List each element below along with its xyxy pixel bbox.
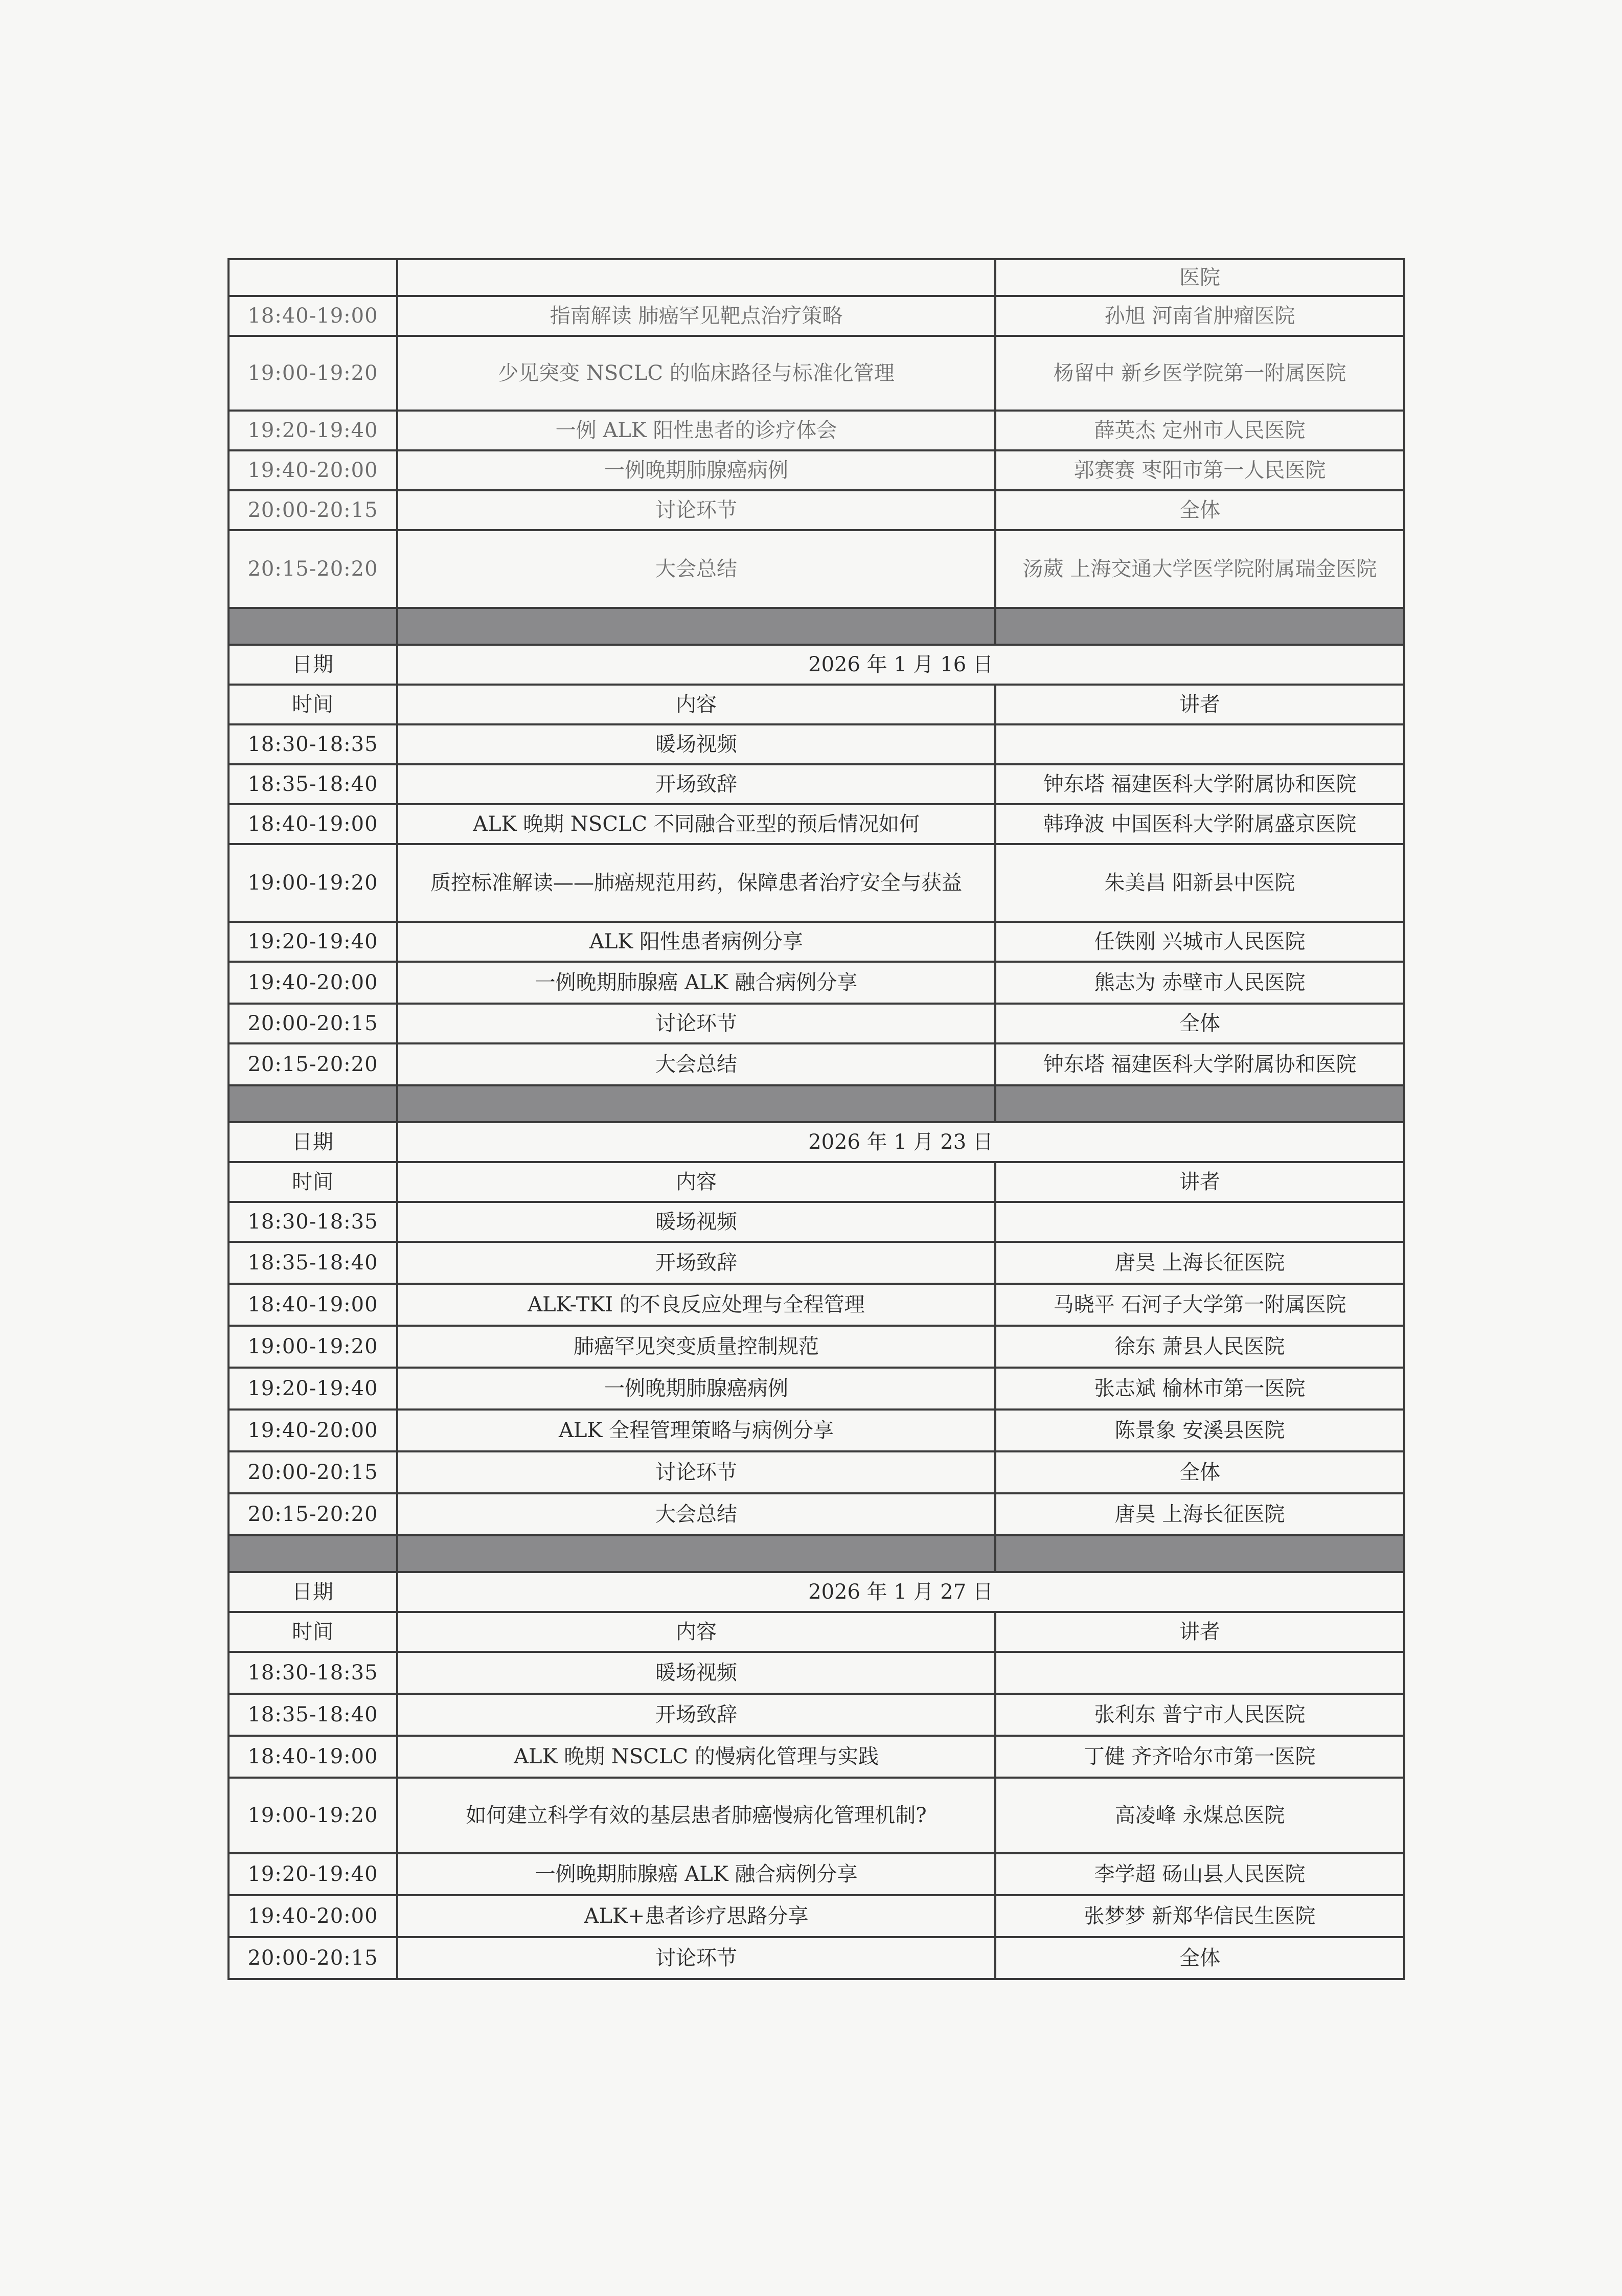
time-cell: 18:35-18:40 xyxy=(230,1243,398,1285)
content-cell: 少见突变 NSCLC 的临床路径与标准化管理 xyxy=(398,337,996,412)
speaker-cell: 丁健 齐齐哈尔市第一医院 xyxy=(996,1737,1405,1779)
time-cell: 19:00-19:20 xyxy=(230,1327,398,1369)
table-row xyxy=(230,1695,1405,1737)
section-separator xyxy=(230,1536,1405,1573)
table-row xyxy=(230,1452,1405,1494)
speaker-cell: 张梦梦 新郑华信民生医院 xyxy=(996,1896,1405,1938)
speaker-cell: 唐昊 上海长征医院 xyxy=(996,1494,1405,1536)
speaker-cell: 孙旭 河南省肿瘤医院 xyxy=(996,297,1405,337)
table-row xyxy=(230,963,1405,1005)
separator-cell xyxy=(398,609,996,646)
table-row xyxy=(230,260,1405,297)
content-cell: 暖场视频 xyxy=(398,1653,996,1695)
table-row xyxy=(230,1044,1405,1086)
table-row xyxy=(230,297,1405,337)
table-row xyxy=(230,491,1405,531)
content-cell: 暖场视频 xyxy=(398,1203,996,1243)
table-row xyxy=(230,1737,1405,1779)
header-row xyxy=(230,686,1405,725)
time-cell: 20:00-20:15 xyxy=(230,1452,398,1494)
separator-cell xyxy=(398,1086,996,1123)
date-label: 日期 xyxy=(230,646,398,686)
time-cell: 18:35-18:40 xyxy=(230,1695,398,1737)
section-separator xyxy=(230,1086,1405,1123)
content-cell: 一例晚期肺腺癌病例 xyxy=(398,1369,996,1411)
time-cell: 19:20-19:40 xyxy=(230,1854,398,1896)
table-row xyxy=(230,1653,1405,1695)
table-row xyxy=(230,1854,1405,1896)
header-time: 时间 xyxy=(230,1613,398,1653)
speaker-cell: 薛英杰 定州市人民医院 xyxy=(996,412,1405,451)
content-cell: 一例 ALK 阳性患者的诊疗体会 xyxy=(398,412,996,451)
time-cell: 19:40-20:00 xyxy=(230,1411,398,1452)
speaker-cell: 熊志为 赤壁市人民医院 xyxy=(996,963,1405,1005)
content-cell: 大会总结 xyxy=(398,531,996,609)
content-cell: ALK 全程管理策略与病例分享 xyxy=(398,1411,996,1452)
separator-cell xyxy=(996,609,1405,646)
header-time: 时间 xyxy=(230,686,398,725)
time-cell: 19:20-19:40 xyxy=(230,1369,398,1411)
time-cell: 18:30-18:35 xyxy=(230,1203,398,1243)
table-row xyxy=(230,1779,1405,1854)
table-row xyxy=(230,1938,1405,1980)
time-cell: 20:15-20:20 xyxy=(230,1494,398,1536)
content-cell: 一例晚期肺腺癌病例 xyxy=(398,451,996,491)
header-content: 内容 xyxy=(398,686,996,725)
speaker-cell: 钟东塔 福建医科大学附属协和医院 xyxy=(996,1044,1405,1086)
content-cell: 指南解读 肺癌罕见靶点治疗策略 xyxy=(398,297,996,337)
table-row xyxy=(230,337,1405,412)
speaker-cell: 全体 xyxy=(996,1452,1405,1494)
content-cell: ALK-TKI 的不良反应处理与全程管理 xyxy=(398,1285,996,1327)
content-cell: 肺癌罕见突变质量控制规范 xyxy=(398,1327,996,1369)
date-row xyxy=(230,1123,1405,1163)
time-cell: 20:00-20:15 xyxy=(230,1005,398,1044)
time-cell: 19:20-19:40 xyxy=(230,923,398,963)
table-row xyxy=(230,765,1405,805)
schedule-table xyxy=(227,258,1405,1980)
date-value: 2026 年 1 月 16 日 xyxy=(398,646,1405,686)
time-cell: 18:40-19:00 xyxy=(230,1285,398,1327)
speaker-cell: 陈景象 安溪县医院 xyxy=(996,1411,1405,1452)
speaker-cell: 唐昊 上海长征医院 xyxy=(996,1243,1405,1285)
table-row xyxy=(230,1327,1405,1369)
speaker-cell: 全体 xyxy=(996,491,1405,531)
speaker-cell xyxy=(996,1653,1405,1695)
speaker-cell: 徐东 萧县人民医院 xyxy=(996,1327,1405,1369)
speaker-cell: 马晓平 石河子大学第一附属医院 xyxy=(996,1285,1405,1327)
time-cell: 18:40-19:00 xyxy=(230,805,398,845)
time-cell: 19:40-20:00 xyxy=(230,1896,398,1938)
date-label: 日期 xyxy=(230,1573,398,1613)
content-cell: ALK 阳性患者病例分享 xyxy=(398,923,996,963)
header-speaker: 讲者 xyxy=(996,686,1405,725)
time-cell: 18:30-18:35 xyxy=(230,725,398,765)
speaker-cell xyxy=(996,1203,1405,1243)
time-cell: 20:15-20:20 xyxy=(230,1044,398,1086)
content-cell: ALK 晚期 NSCLC 的慢病化管理与实践 xyxy=(398,1737,996,1779)
table-row xyxy=(230,1494,1405,1536)
time-cell: 19:20-19:40 xyxy=(230,412,398,451)
table-row xyxy=(230,1243,1405,1285)
speaker-cell: 张志斌 榆林市第一医院 xyxy=(996,1369,1405,1411)
time-cell: 18:30-18:35 xyxy=(230,1653,398,1695)
time-cell: 19:00-19:20 xyxy=(230,845,398,923)
date-value: 2026 年 1 月 23 日 xyxy=(398,1123,1405,1163)
header-content: 内容 xyxy=(398,1163,996,1203)
header-content: 内容 xyxy=(398,1613,996,1653)
separator-cell xyxy=(996,1086,1405,1123)
table-row xyxy=(230,1285,1405,1327)
section-separator xyxy=(230,609,1405,646)
table-row xyxy=(230,923,1405,963)
speaker-cell: 钟东塔 福建医科大学附属协和医院 xyxy=(996,765,1405,805)
speaker-cell: 朱美昌 阳新县中医院 xyxy=(996,845,1405,923)
speaker-cell: 全体 xyxy=(996,1938,1405,1980)
speaker-cell: 全体 xyxy=(996,1005,1405,1044)
speaker-cell: 医院 xyxy=(996,260,1405,297)
separator-cell xyxy=(230,1086,398,1123)
content-cell: 开场致辞 xyxy=(398,1695,996,1737)
speaker-cell: 李学超 砀山县人民医院 xyxy=(996,1854,1405,1896)
header-speaker: 讲者 xyxy=(996,1613,1405,1653)
content-cell: 讨论环节 xyxy=(398,1452,996,1494)
content-cell xyxy=(398,260,996,297)
table-row xyxy=(230,845,1405,923)
content-cell: 讨论环节 xyxy=(398,1005,996,1044)
time-cell: 20:00-20:15 xyxy=(230,1938,398,1980)
table-row xyxy=(230,805,1405,845)
time-cell: 19:40-20:00 xyxy=(230,963,398,1005)
separator-cell xyxy=(230,609,398,646)
table-row xyxy=(230,412,1405,451)
content-cell: ALK 晚期 NSCLC 不同融合亚型的预后情况如何 xyxy=(398,805,996,845)
time-cell: 19:00-19:20 xyxy=(230,337,398,412)
table-row xyxy=(230,1411,1405,1452)
speaker-cell: 任铁刚 兴城市人民医院 xyxy=(996,923,1405,963)
speaker-cell xyxy=(996,725,1405,765)
content-cell: 讨论环节 xyxy=(398,491,996,531)
separator-cell xyxy=(398,1536,996,1573)
content-cell: 一例晚期肺腺癌 ALK 融合病例分享 xyxy=(398,1854,996,1896)
table-row xyxy=(230,1203,1405,1243)
time-cell: 18:35-18:40 xyxy=(230,765,398,805)
speaker-cell: 郭赛赛 枣阳市第一人民医院 xyxy=(996,451,1405,491)
table-row xyxy=(230,531,1405,609)
header-row xyxy=(230,1613,1405,1653)
header-row xyxy=(230,1163,1405,1203)
table-row xyxy=(230,725,1405,765)
date-row xyxy=(230,646,1405,686)
content-cell: 讨论环节 xyxy=(398,1938,996,1980)
table-row xyxy=(230,1369,1405,1411)
content-cell: 暖场视频 xyxy=(398,725,996,765)
table-row xyxy=(230,451,1405,491)
separator-cell xyxy=(996,1536,1405,1573)
table-row xyxy=(230,1005,1405,1044)
content-cell: 一例晚期肺腺癌 ALK 融合病例分享 xyxy=(398,963,996,1005)
content-cell: ALK+患者诊疗思路分享 xyxy=(398,1896,996,1938)
time-cell xyxy=(230,260,398,297)
date-value: 2026 年 1 月 27 日 xyxy=(398,1573,1405,1613)
speaker-cell: 张利东 普宁市人民医院 xyxy=(996,1695,1405,1737)
content-cell: 质控标准解读——肺癌规范用药，保障患者治疗安全与获益 xyxy=(398,845,996,923)
time-cell: 19:00-19:20 xyxy=(230,1779,398,1854)
content-cell: 大会总结 xyxy=(398,1494,996,1536)
time-cell: 20:15-20:20 xyxy=(230,531,398,609)
content-cell: 大会总结 xyxy=(398,1044,996,1086)
time-cell: 18:40-19:00 xyxy=(230,297,398,337)
content-cell: 如何建立科学有效的基层患者肺癌慢病化管理机制? xyxy=(398,1779,996,1854)
table-row xyxy=(230,1896,1405,1938)
header-time: 时间 xyxy=(230,1163,398,1203)
content-cell: 开场致辞 xyxy=(398,765,996,805)
date-row xyxy=(230,1573,1405,1613)
speaker-cell: 杨留中 新乡医学院第一附属医院 xyxy=(996,337,1405,412)
content-cell: 开场致辞 xyxy=(398,1243,996,1285)
separator-cell xyxy=(230,1536,398,1573)
speaker-cell: 韩琤波 中国医科大学附属盛京医院 xyxy=(996,805,1405,845)
speaker-cell: 汤葳 上海交通大学医学院附属瑞金医院 xyxy=(996,531,1405,609)
time-cell: 18:40-19:00 xyxy=(230,1737,398,1779)
time-cell: 19:40-20:00 xyxy=(230,451,398,491)
speaker-cell: 高凌峰 永煤总医院 xyxy=(996,1779,1405,1854)
time-cell: 20:00-20:15 xyxy=(230,491,398,531)
date-label: 日期 xyxy=(230,1123,398,1163)
header-speaker: 讲者 xyxy=(996,1163,1405,1203)
